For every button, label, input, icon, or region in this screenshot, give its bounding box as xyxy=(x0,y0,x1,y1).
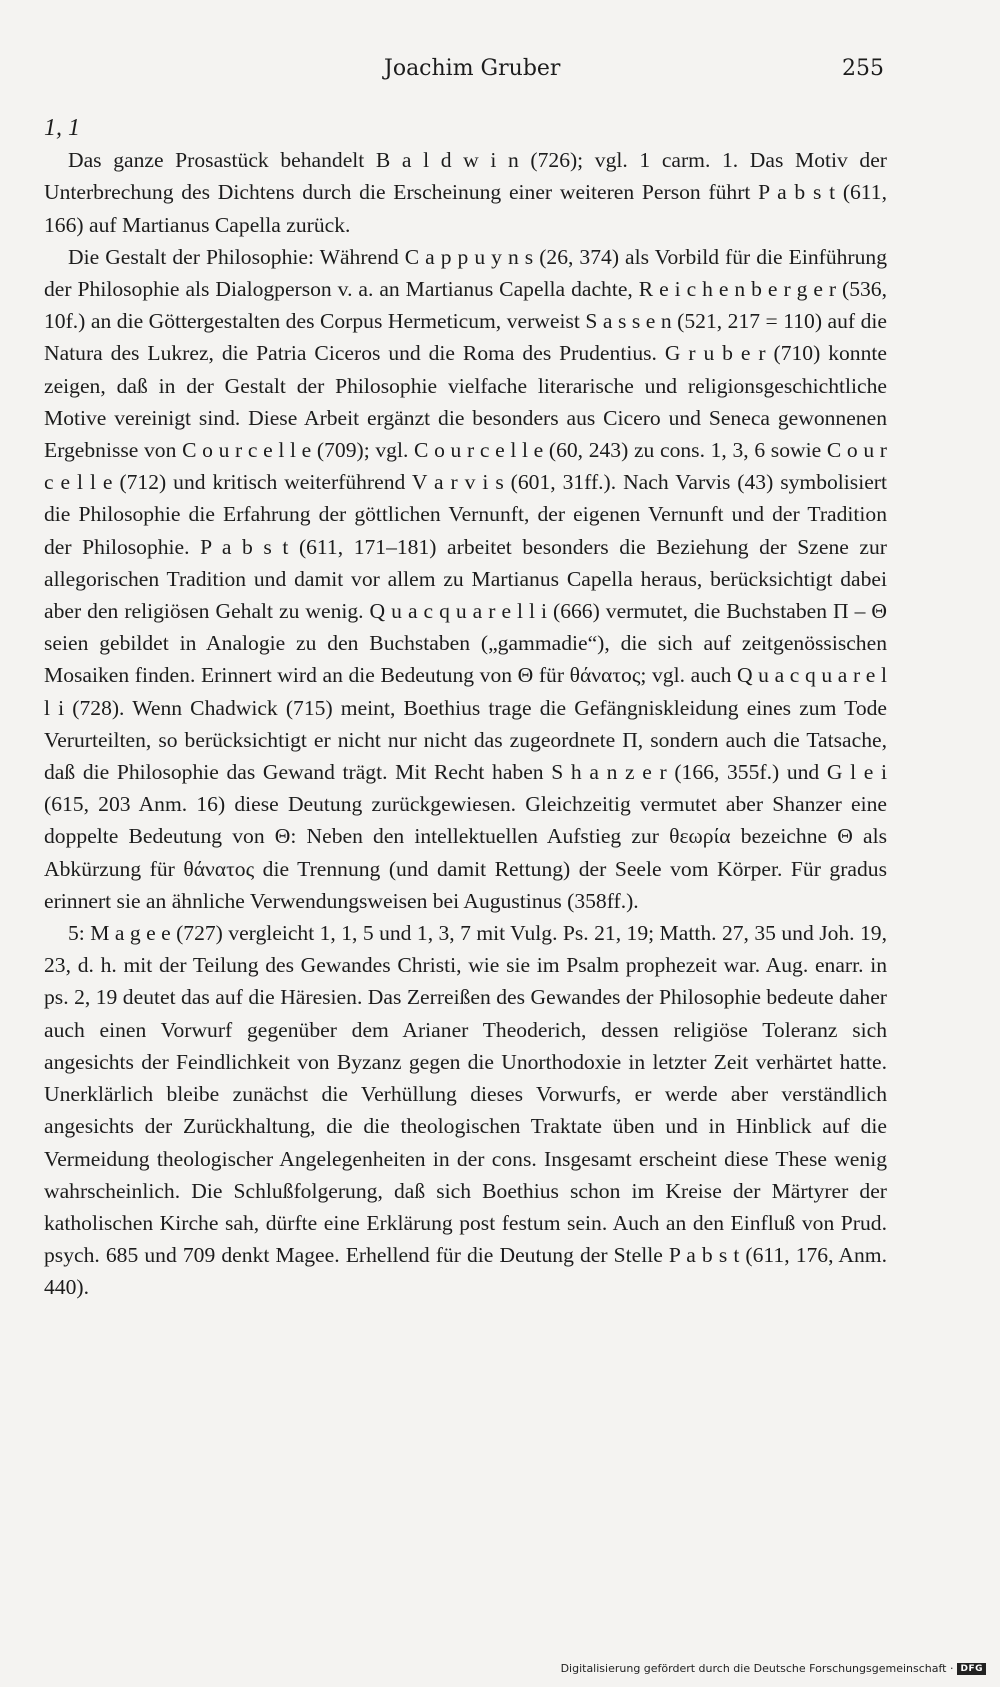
digitization-footer xyxy=(561,1662,986,1675)
paragraph-3: 5: M a g e e (727) vergleicht 1, 1, 5 und 1, 3, 7 mit Vulg. Ps. 21, 19; Matth. 27, 35 und Joh. 19, 23, d. h. mit der Teilung des Gewandes Christi, wie sie im Psalm prophezeit war. Aug. enarr. in ps. 2, 19 deutet das auf die Häresien. Das Zerreißen des Gewandes der Philosophie bedeute daher auch einen Vorwurf gegenüber dem Arianer Theoderich, dessen religiöse Toleranz sich angesichts der Feindlichkeit von Byzanz gegen die Unorthodoxie in letzter Zeit verhärtet hatte. Unerklärlich bleibe zunächst die Verhüllung dieses Vorwurfs, er werde aber verständlich angesichts der Zurückhaltung, die die theologischen Traktate üben und in Hinblick auf die Vermeidung theologischer Angelegenheiten in der cons. Insgesamt erscheint diese These wenig wahrscheinlich. Die Schlußfolgerung, daß sich Boethius schon im Kreise der Märtyrer der katholischen Kirche sah, dürfte eine Erklärung post festum sein. Auch an den Einfluß von Prud. psych. 685 und 709 denkt Magee. Erhellend für die Deutung der Stelle P a b s t (611, 176, Anm. 440). xyxy=(44,921,887,1300)
dfg-logo: DFG xyxy=(957,1663,986,1675)
running-head-author: Joachim Gruber xyxy=(384,56,561,81)
footer-text: Digitalisierung gefördert durch die Deutsche Forschungsgemeinschaft · xyxy=(560,1662,954,1675)
section-label: 1, 1 xyxy=(44,115,80,141)
paragraph-1: Das ganze Prosastück behandelt B a l d w i n (726); vgl. 1 carm. 1. Das Motiv der Unterbrechung des Dichtens durch die Erscheinung einer weiteren Person führt P a b s t (611, 166) auf Martianus Capella zurück. xyxy=(44,148,887,237)
page-number: 255 xyxy=(842,56,884,81)
running-header xyxy=(44,56,884,88)
paragraph-2: Die Gestalt der Philosophie: Während C a p p u y n s (26, 374) als Vorbild für die Einführung der Philosophie als Dialogperson v. a. an Martianus Capella dachte, R e i c h e n b e r g e r (536, 10f.) an die Göttergestalten des Corpus Hermeticum, verweist S a s s e n (521, 217 = 110) auf die Natura des Lukrez, die Patria Ciceros und die Roma des Prudentius. G r u b e r (710) konnte zeigen, daß in der Gestalt der Philosophie vielfache literarische und religionsgeschichtliche Motive vereinigt sind. Diese Arbeit ergänzt die besonders aus Cicero und Seneca gewonnenen Ergebnisse von C o u r c e l l e (709); vgl. C o u r c e l l e (60, 243) zu cons. 1, 3, 6 sowie C o u r c e l l e (712) und kritisch weiterführend V a r v i s (601, 31ff.). Nach Varvis (43) symbolisiert die Philosophie die Erfahrung der göttlichen Vernunft, der eigenen Vernunft und der Tradition der Philosophie. P a b s t (611, 171–181) arbeitet besonders die Beziehung der Szene zur allegorischen Tradition und damit vor allem zu Martianus Capella heraus, berücksichtigt dabei aber den religiösen Gehalt zu wenig. Q u a c q u a r e l l i (666) vermutet, die Buchstaben Π – Θ seien gebildet in Analogie zu den Buchstaben („gammadie“), die sich auf zeitgenössischen Mosaiken finden. Erinnert wird an die Bedeutung von Θ für θάνατος; vgl. auch Q u a c q u a r e l l i (728). Wenn Chadwick (715) meint, Boethius trage die Gefängniskleidung eines zum Tode Verurteilten, so berücksichtigt er nicht nur nicht das zugeordnete Π, sondern auch die Tatsache, daß die Philosophie das Gewand trägt. Mit Recht haben S h a n z e r (166, 355f.) und G l e i (615, 203 Anm. 16) diese Deutung zurückgewiesen. Gleichzeitig vermutet aber Shanzer eine doppelte Bedeutung von Θ: Neben den intellektuellen Aufstieg zur θεωρία bezeichne Θ als Abkürzung für θάνατος die Trennung (und damit Rettung) der Seele vom Körper. Für gradus erinnert sie an ähnliche Verwendungsweisen bei Augustinus (358ff.). xyxy=(44,244,887,913)
body-text xyxy=(44,112,887,1304)
